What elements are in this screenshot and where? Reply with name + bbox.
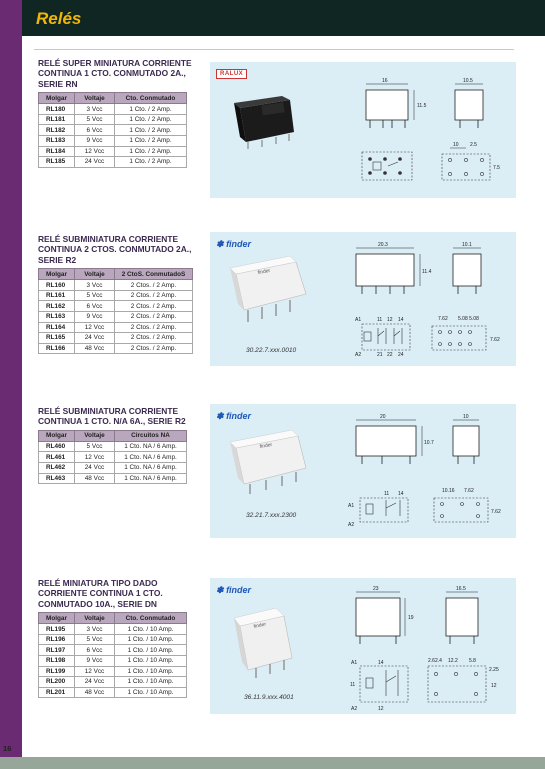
finder-mark-icon: ✽ [216, 585, 224, 595]
table-cell: 48 Vcc [75, 343, 115, 354]
header-bar [22, 0, 545, 36]
table-cell: 12 Vcc [75, 666, 115, 677]
table-cell: 1 Cto. / 2 Amp. [115, 125, 187, 136]
table-cell: RL185 [39, 157, 75, 168]
table-row [39, 463, 187, 474]
table-row [39, 343, 193, 354]
brand-name: finder [226, 585, 252, 595]
table-row [39, 441, 187, 452]
table-row [39, 280, 193, 291]
wiring-diagram [360, 666, 408, 702]
svg-text:finder: finder [257, 267, 271, 276]
table-cell: RL201 [39, 687, 75, 698]
footer-band [0, 757, 545, 769]
table-cell: 5 Vcc [75, 290, 115, 301]
wiring-diagram [362, 324, 410, 350]
pin-label-11: 11 [350, 682, 356, 688]
brand-name: finder [226, 411, 252, 421]
table-row [39, 136, 187, 147]
dim-pitch-3: 7.62 [490, 337, 500, 343]
relay-photo [230, 256, 306, 322]
product-table [38, 268, 193, 354]
table-header-row [39, 93, 187, 104]
column-header: 2 CtoS. ConmutadoS [115, 269, 193, 280]
part-number: 32.21.7.xxx.2300 [246, 512, 297, 519]
table-header-row [39, 269, 193, 280]
table-cell: 1 Cto. / 10 Amp. [115, 624, 187, 635]
table-cell: 2 Ctos. / 2 Amp. [115, 333, 193, 344]
table-cell: RL198 [39, 656, 75, 667]
table-cell: 24 Vcc [75, 677, 115, 688]
table-cell: RL462 [39, 463, 75, 474]
table-cell: RL183 [39, 136, 75, 147]
dim-side: 10 [463, 414, 469, 420]
table-cell: 6 Vcc [75, 301, 115, 312]
wiring-diagram [360, 498, 408, 522]
table-cell: 3 Vcc [75, 624, 115, 635]
table-cell: 9 Vcc [75, 656, 115, 667]
pcb-layout-drawing [432, 326, 486, 350]
pin-label-12: 12 [387, 317, 393, 323]
table-cell: 1 Cto. / 10 Amp. [115, 666, 187, 677]
dim-pitch-3: 7.62 [491, 509, 501, 515]
table-cell: 1 Cto. / 2 Amp. [115, 136, 187, 147]
table-cell: 1 Cto. / 10 Amp. [115, 687, 187, 698]
finder-mark-icon: ✽ [216, 239, 224, 249]
table-cell: 24 Vcc [75, 463, 115, 474]
dim-pitch-5: 12 [491, 683, 497, 689]
front-view-drawing [366, 84, 414, 128]
pin-label-14: 14 [398, 491, 404, 497]
front-view-drawing [356, 592, 405, 644]
dim-width: 20 [380, 414, 386, 420]
table-cell: 2 Ctos. / 2 Amp. [115, 301, 193, 312]
dim-side: 16.5 [456, 586, 466, 592]
column-header: Circuitos NA [115, 430, 187, 441]
table-cell: RL184 [39, 146, 75, 157]
table-row [39, 666, 187, 677]
side-view-drawing [446, 592, 478, 644]
dim-height: 11.4 [422, 269, 432, 275]
table-cell: 12 Vcc [75, 322, 115, 333]
table-cell: RL200 [39, 677, 75, 688]
side-view-drawing [455, 84, 483, 128]
table-cell: RL199 [39, 666, 75, 677]
dim-width: 16 [382, 78, 388, 84]
table-row [39, 114, 187, 125]
product-table [38, 612, 187, 698]
table-cell: 9 Vcc [75, 136, 115, 147]
svg-text:finder: finder [259, 441, 273, 450]
column-header: Voltaje [75, 430, 115, 441]
column-header: Molgar [39, 93, 75, 104]
table-row [39, 634, 187, 645]
brand-name: finder [226, 239, 252, 249]
front-view-drawing [356, 420, 422, 464]
pin-label-11: 11 [384, 491, 390, 497]
product-section-rn [38, 58, 518, 171]
pin-label-24: 24 [398, 352, 404, 358]
table-cell: 5 Vcc [75, 114, 115, 125]
section-title: RELÉ SUPER MINIATURA CORRIENTE CONTINUA 1 CTO. CONMUTADO 2A., SERIE RN [38, 58, 192, 89]
table-cell: RL163 [39, 312, 75, 323]
table-cell: 1 Cto. / 10 Amp. [115, 677, 187, 688]
table-cell: 5 Vcc [75, 441, 115, 452]
product-image-panel [210, 232, 516, 366]
dim-height: 10.7 [424, 440, 434, 446]
table-cell: 2 Ctos. / 2 Amp. [115, 290, 193, 301]
table-cell: 1 Cto. / 10 Amp. [115, 634, 187, 645]
pin-label-a2: A2 [348, 522, 355, 528]
dim-width: 23 [373, 586, 379, 592]
table-row [39, 290, 193, 301]
section-title: RELÉ MINIATURA TIPO DADO CORRIENTE CONTINUA 1 CTO. CONMUTADO 10A., SERIE DN [38, 578, 163, 609]
section-title: RELÉ SUBMINIATURA CORRIENTE CONTINUA 2 CTOS. CONMUTADO 2A., SERIE R2 [38, 234, 192, 265]
table-row [39, 157, 187, 168]
table-cell: 2 Ctos. / 2 Amp. [115, 343, 193, 354]
table-cell: 12 Vcc [75, 146, 115, 157]
table-cell: RL164 [39, 322, 75, 333]
table-header-row [39, 430, 187, 441]
table-row [39, 677, 187, 688]
dim-pitch-1: 10 [453, 142, 459, 148]
pin-label-12: 12 [378, 706, 384, 712]
dim-side: 10.1 [462, 242, 472, 248]
table-cell: RL197 [39, 645, 75, 656]
divider [34, 49, 514, 50]
table-cell: 48 Vcc [75, 473, 115, 484]
table-cell: RL161 [39, 290, 75, 301]
table-cell: 1 Cto. / 2 Amp. [115, 146, 187, 157]
dim-pitch-2: 2.5 [470, 142, 477, 148]
table-cell: 2 Ctos. / 2 Amp. [115, 312, 193, 323]
table-cell: 1 Cto. / 2 Amp. [115, 104, 187, 115]
svg-text:finder: finder [253, 621, 267, 630]
relay-drawings [210, 232, 516, 366]
table-row [39, 687, 187, 698]
table-cell: 9 Vcc [75, 312, 115, 323]
pin-label-11: 11 [377, 317, 383, 323]
dim-pitch-2: 5.08 5.08 [458, 316, 479, 322]
table-row [39, 146, 187, 157]
table-header-row [39, 613, 187, 624]
table-cell: 6 Vcc [75, 125, 115, 136]
table-cell: 2 Ctos. / 2 Amp. [115, 280, 193, 291]
table-cell: 24 Vcc [75, 333, 115, 344]
part-number: 36.11.9.xxx.4001 [244, 694, 294, 701]
part-number: 30.22.7.xxx.0010 [246, 347, 297, 354]
table-cell: 3 Vcc [75, 280, 115, 291]
table-cell: RL182 [39, 125, 75, 136]
dim-side: 10.5 [463, 78, 473, 84]
table-cell: 1 Cto. NA / 6 Amp. [115, 463, 187, 474]
table-cell: 6 Vcc [75, 645, 115, 656]
column-header: Voltaje [75, 269, 115, 280]
table-cell: 1 Cto. / 10 Amp. [115, 656, 187, 667]
pin-label-14: 14 [398, 317, 404, 323]
table-row [39, 645, 187, 656]
relay-photo [230, 430, 306, 494]
table-cell: RL162 [39, 301, 75, 312]
table-cell: 1 Cto. NA / 6 Amp. [115, 441, 187, 452]
pin-label-21: 21 [377, 352, 383, 358]
table-row [39, 312, 193, 323]
table-row [39, 301, 193, 312]
product-section-r2-2ctos [38, 234, 518, 358]
dim-height: 11.5 [417, 103, 427, 109]
table-cell: 3 Vcc [75, 104, 115, 115]
dim-pitch-3: 5.8 [469, 658, 476, 664]
dim-width: 20.3 [378, 242, 388, 248]
table-cell: 48 Vcc [75, 687, 115, 698]
table-cell: RL180 [39, 104, 75, 115]
page-title: Relés [36, 9, 82, 28]
table-row [39, 656, 187, 667]
table-cell: RL165 [39, 333, 75, 344]
pin-label-a1: A1 [351, 660, 358, 666]
dim-pitch-1: 2.62.4 [428, 658, 442, 664]
table-row [39, 473, 187, 484]
wiring-diagram [362, 152, 412, 180]
table-cell: 1 Cto. / 2 Amp. [115, 114, 187, 125]
relay-photo [234, 96, 294, 149]
pin-label-14: 14 [378, 660, 384, 666]
column-header: Cto. Conmutado [115, 93, 187, 104]
table-cell: 24 Vcc [75, 157, 115, 168]
left-color-band [0, 0, 22, 769]
page-number: 16 [3, 744, 12, 753]
column-header: Molgar [39, 613, 75, 624]
dim-pitch-1: 10.16 [442, 488, 455, 494]
dim-pitch-2: 7.62 [464, 488, 474, 494]
dim-pitch-4: 2.25 [489, 667, 499, 673]
table-cell: RL160 [39, 280, 75, 291]
product-image-panel [210, 404, 516, 538]
dim-pitch-3: 7.5 [493, 165, 500, 171]
table-cell: RL195 [39, 624, 75, 635]
finder-mark-icon: ✽ [216, 411, 224, 421]
section-title: RELÉ SUBMINIATURA CORRIENTE CONTINUA 1 CTO. N/A 6A., SERIE R2 [38, 406, 186, 427]
table-row [39, 333, 193, 344]
product-table [38, 430, 187, 484]
column-header: Voltaje [75, 613, 115, 624]
column-header: Cto. Conmutado [115, 613, 187, 624]
pin-label-a1: A1 [355, 317, 362, 323]
front-view-drawing [356, 248, 420, 294]
product-table [38, 92, 187, 168]
table-cell: 12 Vcc [75, 452, 115, 463]
relay-photo [234, 608, 292, 678]
pin-label-a2: A2 [351, 706, 358, 712]
table-row [39, 104, 187, 115]
relay-drawings [210, 62, 516, 198]
product-image-panel [210, 578, 516, 714]
table-row [39, 452, 187, 463]
pcb-layout-drawing [428, 666, 486, 702]
table-cell: 1 Cto. NA / 6 Amp. [115, 473, 187, 484]
table-cell: RL461 [39, 452, 75, 463]
table-cell: 1 Cto. / 2 Amp. [115, 157, 187, 168]
pcb-layout-drawing [434, 498, 488, 522]
side-view-drawing [453, 420, 479, 464]
pcb-layout-drawing [442, 148, 490, 180]
table-cell: RL463 [39, 473, 75, 484]
pin-label-22: 22 [387, 352, 393, 358]
table-row [39, 624, 187, 635]
product-image-panel [210, 62, 516, 198]
side-view-drawing [453, 248, 481, 294]
product-section-r2-na [38, 406, 518, 528]
column-header: Molgar [39, 269, 75, 280]
table-cell: 2 Ctos. / 2 Amp. [115, 322, 193, 333]
table-cell: 1 Cto. NA / 6 Amp. [115, 452, 187, 463]
dim-pitch-1: 7.62 [438, 316, 448, 322]
table-cell: RL460 [39, 441, 75, 452]
table-row [39, 125, 187, 136]
pin-label-a2: A2 [355, 352, 362, 358]
ralux-logo: RALUX [216, 69, 247, 79]
column-header: Molgar [39, 430, 75, 441]
table-cell: RL181 [39, 114, 75, 125]
table-cell: RL166 [39, 343, 75, 354]
dim-pitch-2: 12.2 [448, 658, 458, 664]
pin-label-a1: A1 [348, 503, 355, 509]
column-header: Voltaje [75, 93, 115, 104]
table-cell: 5 Vcc [75, 634, 115, 645]
product-section-dn [38, 578, 518, 712]
table-row [39, 322, 193, 333]
table-cell: 1 Cto. / 10 Amp. [115, 645, 187, 656]
table-cell: RL196 [39, 634, 75, 645]
dim-height: 19 [408, 615, 414, 621]
